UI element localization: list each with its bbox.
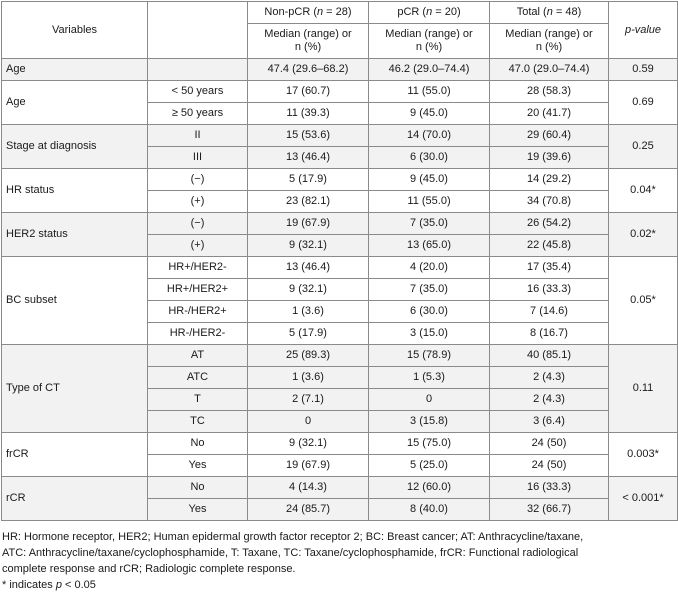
- sub-cell: (−): [148, 213, 248, 235]
- pcr-cell: 14 (70.0): [369, 125, 490, 147]
- pvalue-cell: 0.04*: [609, 169, 678, 213]
- sub-cell: HR-/HER2-: [148, 323, 248, 345]
- sub-cell: HR+/HER2-: [148, 257, 248, 279]
- total-cell: 3 (6.4): [490, 411, 609, 433]
- var-frcr: frCR: [2, 433, 148, 477]
- total-cell: 19 (39.6): [490, 147, 609, 169]
- pvalue-cell: 0.25: [609, 125, 678, 169]
- pcr-cell: 11 (55.0): [369, 81, 490, 103]
- sub-cell: AT: [148, 345, 248, 367]
- var-her2-status: HER2 status: [2, 213, 148, 257]
- nonpcr-cell: 9 (32.1): [248, 235, 369, 257]
- nonpcr-cell: 5 (17.9): [248, 323, 369, 345]
- nonpcr-cell: 19 (67.9): [248, 455, 369, 477]
- sub-cell: Yes: [148, 499, 248, 521]
- nonpcr-cell: 13 (46.4): [248, 257, 369, 279]
- pcr-cell: 0: [369, 389, 490, 411]
- total-cell: 17 (35.4): [490, 257, 609, 279]
- table-row: [2, 213, 678, 235]
- pcr-cell: 11 (55.0): [369, 191, 490, 213]
- nonpcr-cell: 13 (46.4): [248, 147, 369, 169]
- total-cell: 16 (33.3): [490, 477, 609, 499]
- nonpcr-cell: 23 (82.1): [248, 191, 369, 213]
- var-bc-subset: BC subset: [2, 257, 148, 345]
- abbreviations-line-1: HR: Hormone receptor, HER2; Human epidermal growth factor receptor 2; BC: Breast cancer; AT: Anthracycline/taxane,: [2, 531, 584, 543]
- abbreviations-line-2: ATC: Anthracycline/taxane/cyclophosphamide, T: Taxane, TC: Taxane/cyclophosphamide, frCR: Functional radiological: [2, 547, 579, 559]
- sub-cell: (+): [148, 191, 248, 213]
- pcr-cell: 12 (60.0): [369, 477, 490, 499]
- total-cell: 34 (70.8): [490, 191, 609, 213]
- sub-header-empty: [148, 2, 248, 59]
- pcr-cell: 13 (65.0): [369, 235, 490, 257]
- total-cell: 22 (45.8): [490, 235, 609, 257]
- sub-cell: No: [148, 433, 248, 455]
- total-cell: 8 (16.7): [490, 323, 609, 345]
- significance-note: * indicates p < 0.05: [2, 579, 96, 591]
- nonpcr-cell: 19 (67.9): [248, 213, 369, 235]
- sub-cell: Yes: [148, 455, 248, 477]
- pcr-cell: 15 (78.9): [369, 345, 490, 367]
- sub-cell: HR-/HER2+: [148, 301, 248, 323]
- pcr-cell: 7 (35.0): [369, 213, 490, 235]
- table-row: [2, 477, 678, 499]
- total-cell: 26 (54.2): [490, 213, 609, 235]
- nonpcr-cell: 0: [248, 411, 369, 433]
- results-table: [1, 1, 678, 521]
- total-cell: 32 (66.7): [490, 499, 609, 521]
- pcr-cell: 1 (5.3): [369, 367, 490, 389]
- sub-cell: T: [148, 389, 248, 411]
- pcr-cell: 6 (30.0): [369, 301, 490, 323]
- sub-cell: (−): [148, 169, 248, 191]
- sub-cell: < 50 years: [148, 81, 248, 103]
- pcr-cell: 3 (15.8): [369, 411, 490, 433]
- var-age: Age: [2, 59, 148, 81]
- sub-cell: ATC: [148, 367, 248, 389]
- group-header-total: Total (n = 48): [490, 2, 609, 24]
- header-row-1: [2, 2, 678, 24]
- group-header-nonpcr: Non-pCR (n = 28): [248, 2, 369, 24]
- total-cell: 40 (85.1): [490, 345, 609, 367]
- nonpcr-cell: 1 (3.6): [248, 301, 369, 323]
- variables-header: Variables: [2, 2, 148, 59]
- var-hr-status: HR status: [2, 169, 148, 213]
- sub-cell: ≥ 50 years: [148, 103, 248, 125]
- nonpcr-cell: 9 (32.1): [248, 433, 369, 455]
- nonpcr-cell: 47.4 (29.6–68.2): [248, 59, 369, 81]
- total-cell: 28 (58.3): [490, 81, 609, 103]
- sub-cell: III: [148, 147, 248, 169]
- sub-cell: II: [148, 125, 248, 147]
- pcr-cell: 4 (20.0): [369, 257, 490, 279]
- total-cell: 2 (4.3): [490, 367, 609, 389]
- sub-cell: [148, 59, 248, 81]
- sub-cell: HR+/HER2+: [148, 279, 248, 301]
- pvalue-cell: 0.05*: [609, 257, 678, 345]
- pvalue-cell: < 0.001*: [609, 477, 678, 521]
- pcr-cell: 9 (45.0): [369, 103, 490, 125]
- var-stage: Stage at diagnosis: [2, 125, 148, 169]
- pcr-cell: 15 (75.0): [369, 433, 490, 455]
- median-label-total: Median (range) or n (%): [490, 24, 609, 59]
- sub-cell: TC: [148, 411, 248, 433]
- total-cell: 16 (33.3): [490, 279, 609, 301]
- total-cell: 2 (4.3): [490, 389, 609, 411]
- pvalue-cell: 0.003*: [609, 433, 678, 477]
- pvalue-cell: 0.59: [609, 59, 678, 81]
- nonpcr-cell: 4 (14.3): [248, 477, 369, 499]
- sub-cell: (+): [148, 235, 248, 257]
- pcr-cell: 7 (35.0): [369, 279, 490, 301]
- var-rcr: rCR: [2, 477, 148, 521]
- pcr-cell: 3 (15.0): [369, 323, 490, 345]
- nonpcr-cell: 24 (85.7): [248, 499, 369, 521]
- pvalue-cell: 0.11: [609, 345, 678, 433]
- pcr-cell: 6 (30.0): [369, 147, 490, 169]
- nonpcr-cell: 5 (17.9): [248, 169, 369, 191]
- sub-cell: No: [148, 477, 248, 499]
- median-label-nonpcr: Median (range) or n (%): [248, 24, 369, 59]
- nonpcr-cell: 9 (32.1): [248, 279, 369, 301]
- table-row: [2, 169, 678, 191]
- total-cell: 20 (41.7): [490, 103, 609, 125]
- table-row: [2, 81, 678, 103]
- var-age-group: Age: [2, 81, 148, 125]
- nonpcr-cell: 15 (53.6): [248, 125, 369, 147]
- var-type-of-ct: Type of CT: [2, 345, 148, 433]
- abbreviations-line-3: complete response and rCR; Radiologic complete response.: [2, 563, 296, 575]
- total-cell: 29 (60.4): [490, 125, 609, 147]
- nonpcr-cell: 25 (89.3): [248, 345, 369, 367]
- median-label-pcr: Median (range) or n (%): [369, 24, 490, 59]
- total-cell: 47.0 (29.0–74.4): [490, 59, 609, 81]
- nonpcr-cell: 11 (39.3): [248, 103, 369, 125]
- table-row: [2, 59, 678, 81]
- table-footnotes: [0, 521, 678, 593]
- pvalue-cell: 0.69: [609, 81, 678, 125]
- table-row: [2, 433, 678, 455]
- pvalue-header: p-value: [609, 2, 678, 59]
- pcr-cell: 9 (45.0): [369, 169, 490, 191]
- total-cell: 24 (50): [490, 455, 609, 477]
- total-cell: 24 (50): [490, 433, 609, 455]
- nonpcr-cell: 17 (60.7): [248, 81, 369, 103]
- pvalue-cell: 0.02*: [609, 213, 678, 257]
- table-row: [2, 125, 678, 147]
- total-cell: 7 (14.6): [490, 301, 609, 323]
- table-row: [2, 345, 678, 367]
- nonpcr-cell: 2 (7.1): [248, 389, 369, 411]
- group-header-pcr: pCR (n = 20): [369, 2, 490, 24]
- table-row: [2, 257, 678, 279]
- nonpcr-cell: 1 (3.6): [248, 367, 369, 389]
- pcr-cell: 8 (40.0): [369, 499, 490, 521]
- total-cell: 14 (29.2): [490, 169, 609, 191]
- pcr-cell: 5 (25.0): [369, 455, 490, 477]
- pcr-cell: 46.2 (29.0–74.4): [369, 59, 490, 81]
